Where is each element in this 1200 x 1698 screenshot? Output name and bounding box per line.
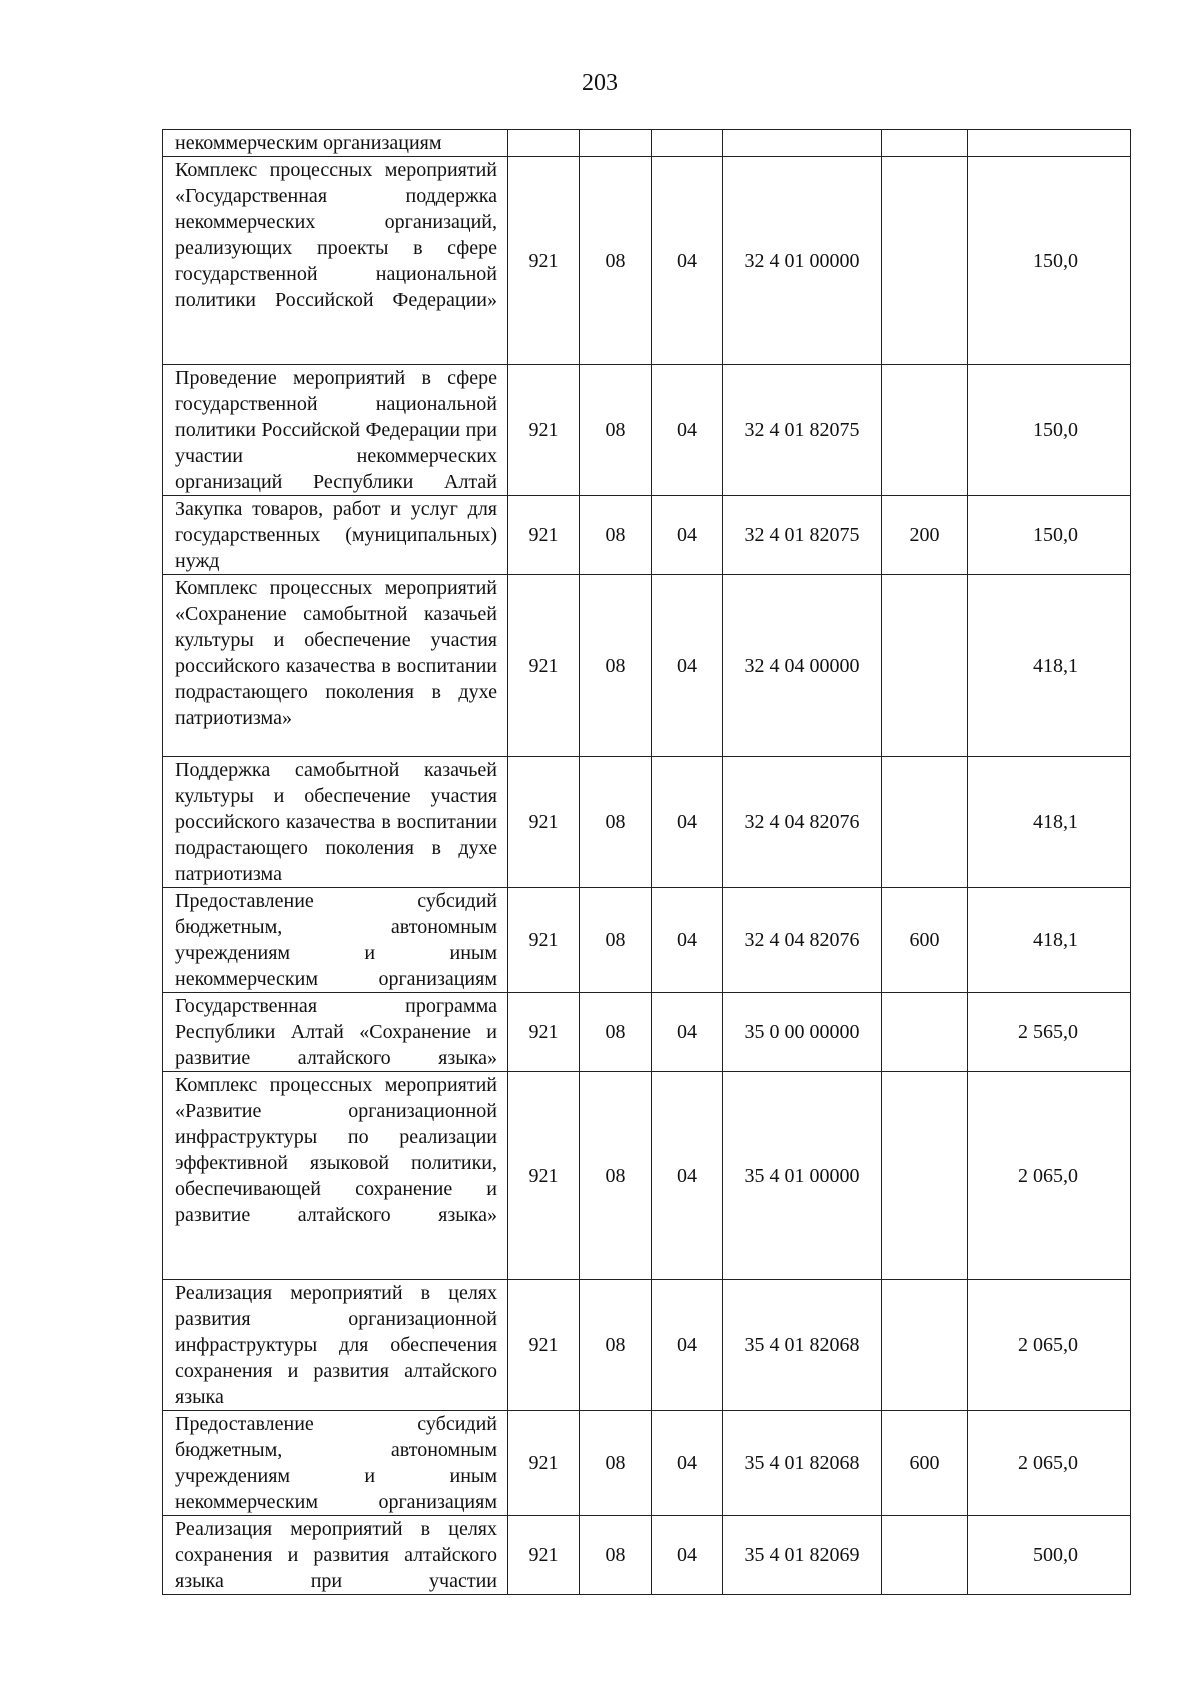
expense-type-code (882, 157, 968, 365)
section-code: 08 (580, 888, 652, 993)
ministry-code: 921 (508, 365, 580, 496)
section-code (580, 130, 652, 157)
row-name: Закупка товаров, работ и услуг для государственных (муниципальных) нужд (163, 496, 508, 575)
amount (968, 130, 1131, 157)
target-code (723, 130, 882, 157)
subsection-code: 04 (652, 365, 723, 496)
target-code: 32 4 04 00000 (723, 575, 882, 757)
table-row (163, 1411, 1131, 1516)
amount: 150,0 (968, 365, 1131, 496)
table-row (163, 757, 1131, 888)
target-code: 35 4 01 00000 (723, 1072, 882, 1280)
ministry-code: 921 (508, 993, 580, 1072)
subsection-code: 04 (652, 575, 723, 757)
subsection-code: 04 (652, 1280, 723, 1411)
target-code: 35 0 00 00000 (723, 993, 882, 1072)
row-name: Проведение мероприятий в сфере государственной национальной политики Российской Федерации при участии некоммерческих организаций Республики Алтай (163, 365, 508, 496)
section-code: 08 (580, 757, 652, 888)
section-code: 08 (580, 1280, 652, 1411)
subsection-code: 04 (652, 1516, 723, 1595)
table-row (163, 993, 1131, 1072)
amount: 2 065,0 (968, 1411, 1131, 1516)
table-row (163, 575, 1131, 757)
table-row (163, 496, 1131, 575)
section-code: 08 (580, 496, 652, 575)
target-code: 32 4 01 82075 (723, 496, 882, 575)
expense-type-code: 600 (882, 1411, 968, 1516)
row-name: Комплекс процессных мероприятий «Государственная поддержка некоммерческих организаций, реализующих проекты в сфере государственной национальной политики Российской Федерации» (163, 157, 508, 365)
expense-type-code (882, 1072, 968, 1280)
ministry-code: 921 (508, 1411, 580, 1516)
target-code: 35 4 01 82068 (723, 1280, 882, 1411)
subsection-code: 04 (652, 1072, 723, 1280)
expense-type-code (882, 365, 968, 496)
subsection-code: 04 (652, 993, 723, 1072)
row-name: Комплекс процессных мероприятий «Сохранение самобытной казачьей культуры и обеспечение участия российского казачества в воспитании подрастающего поколения в духе патриотизма» (163, 575, 508, 757)
target-code: 32 4 01 00000 (723, 157, 882, 365)
amount: 2 065,0 (968, 1072, 1131, 1280)
amount: 418,1 (968, 575, 1131, 757)
section-code: 08 (580, 157, 652, 365)
expense-type-code (882, 993, 968, 1072)
expense-type-code (882, 575, 968, 757)
section-code: 08 (580, 993, 652, 1072)
subsection-code: 04 (652, 888, 723, 993)
row-name: Предоставление субсидий бюджетным, автономным учреждениям и иным некоммерческим организациям (163, 888, 508, 993)
amount: 500,0 (968, 1516, 1131, 1595)
amount: 150,0 (968, 157, 1131, 365)
expense-type-code: 200 (882, 496, 968, 575)
table-row (163, 130, 1131, 157)
row-name: Поддержка самобытной казачьей культуры и обеспечение участия российского казачества в воспитании подрастающего поколения в духе патриотизма (163, 757, 508, 888)
target-code: 32 4 01 82075 (723, 365, 882, 496)
target-code: 35 4 01 82068 (723, 1411, 882, 1516)
ministry-code: 921 (508, 757, 580, 888)
target-code: 32 4 04 82076 (723, 888, 882, 993)
row-name: Государственная программа Республики Алтай «Сохранение и развитие алтайского языка» (163, 993, 508, 1072)
row-name: некоммерческим организациям (163, 130, 508, 157)
ministry-code: 921 (508, 157, 580, 365)
target-code: 35 4 01 82069 (723, 1516, 882, 1595)
expense-type-code (882, 757, 968, 888)
expense-type-code (882, 130, 968, 157)
ministry-code: 921 (508, 1280, 580, 1411)
expense-type-code (882, 1516, 968, 1595)
amount: 418,1 (968, 888, 1131, 993)
subsection-code: 04 (652, 1411, 723, 1516)
subsection-code: 04 (652, 757, 723, 888)
section-code: 08 (580, 1072, 652, 1280)
row-name: Реализация мероприятий в целях сохранения и развития алтайского языка при участии (163, 1516, 508, 1595)
ministry-code: 921 (508, 575, 580, 757)
row-name: Комплекс процессных мероприятий «Развитие организационной инфраструктуры по реализации эффективной языковой политики, обеспечивающей сохранение и развитие алтайского языка» (163, 1072, 508, 1280)
target-code: 32 4 04 82076 (723, 757, 882, 888)
subsection-code (652, 130, 723, 157)
amount: 150,0 (968, 496, 1131, 575)
table-row (163, 157, 1131, 365)
row-name: Реализация мероприятий в целях развития организационной инфраструктуры для обеспечения сохранения и развития алтайского языка (163, 1280, 508, 1411)
table-row (163, 1280, 1131, 1411)
ministry-code: 921 (508, 1072, 580, 1280)
table-row (163, 1072, 1131, 1280)
section-code: 08 (580, 1516, 652, 1595)
section-code: 08 (580, 575, 652, 757)
subsection-code: 04 (652, 157, 723, 365)
row-name: Предоставление субсидий бюджетным, автономным учреждениям и иным некоммерческим организациям (163, 1411, 508, 1516)
table-row (163, 888, 1131, 993)
ministry-code: 921 (508, 888, 580, 993)
subsection-code: 04 (652, 496, 723, 575)
section-code: 08 (580, 1411, 652, 1516)
page-number: 203 (582, 70, 618, 96)
ministry-code (508, 130, 580, 157)
amount: 418,1 (968, 757, 1131, 888)
amount: 2 565,0 (968, 993, 1131, 1072)
expense-type-code (882, 1280, 968, 1411)
amount: 2 065,0 (968, 1280, 1131, 1411)
section-code: 08 (580, 365, 652, 496)
ministry-code: 921 (508, 1516, 580, 1595)
table-row (163, 1516, 1131, 1595)
budget-table (162, 129, 1131, 1595)
ministry-code: 921 (508, 496, 580, 575)
table-row (163, 365, 1131, 496)
expense-type-code: 600 (882, 888, 968, 993)
